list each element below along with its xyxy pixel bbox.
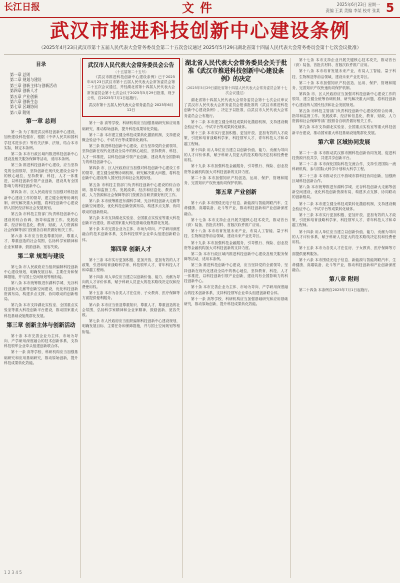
article-text: 第五条 市科技主管部门负责科技创新中心建设的综合协调、指导和监督工作。发展改革、经济和信息化、教育、财政、人力资源和社会保障等部门按照各自职责做好相关工作。 [4, 212, 78, 232]
announcement-text: 《武汉市推进科技创新中心建设条例》已于2025年4月23日武汉市第十五届人民代表大会常务委员会第二十五次会议通过，并经湖北省第十四届人民代表大会常务委员会第十七次会议于2025年5月29日批准，现予公布，自2025年7月1日起施行。 [87, 75, 175, 100]
toc-item: 第四章 创新人才 [10, 88, 38, 94]
article-text: 第六条 本市应当营造尊重知识、尊重人才、尊重创造的社会氛围，弘扬科学家精神和企业家精神，鼓励创新、宽容失败。 [82, 302, 180, 317]
toc-item: 第一章 总则 [10, 72, 31, 77]
article-text: 第十二条 本市建立健全科技成果转化激励机制，支持建设概念验证中心、中试平台等成果转化载体。 [292, 201, 396, 211]
headline-subtitle: （2025年4月23日武汉市第十五届人民代表大会常务委员会第二十五次会议通过 2025年5月29日湖北省第十四届人民代表大会常务委员会第十七次会议批准） [38, 46, 362, 51]
article-text: 第四条 市、区人民政府应当加强对科技创新中心建设工作的领导，建立健全统筹协调机制，研究解决重大问题，将科技创新中心建设纳入国民经济和社会发展规划。 [4, 190, 78, 211]
chapter-heading: 第二章 规划与建设 [17, 253, 65, 260]
article-text: 第六条 本市应当营造尊重知识、尊重人才、尊重创造的社会氛围，弘扬科学家精神和企业家精神，鼓励创新、宽容失败。 [4, 234, 78, 249]
announcement-number: （十五届第二十五号） [113, 70, 149, 74]
decision-text: 湖北省第十四届人民代表大会常务委员会第十七次会议审议了武汉市人民代表大会常务委员会报请批准的《武汉市推进科技创新中心建设条例》，决定予以批准，由武汉市人民代表大会常务委员会公布施行。 [184, 98, 288, 118]
article-text: 第十条 本市完善企业为主体、市场为导向、产学研用深度融合的技术创新体系，支持科技领军企业牵头组建创新联合体。 [82, 227, 180, 242]
article-text: 第五条 市科技主管部门负责科技创新中心建设的综合协调、指导和监督工作。发展改革、经济和信息化、教育、财政、人力资源和社会保障等部门按照各自职责做好相关工作。 [292, 108, 396, 124]
article-text: 第二条 本市行政区域内推进科技创新中心建设及相关服务保障等活动，适用本条例。 [184, 252, 288, 262]
decision-subtitle: （2025年5月29日湖北省第十四届人民代表大会常务委员会第十七次会议通过） [184, 86, 288, 95]
column-4 [292, 58, 396, 578]
article-text: 第八条 本市统筹推进东湖科学城、光谷科技创新大走廊等创新空间建设，优化科技创新资源布局，构建多点支撑、协同联动的创新格局。 [292, 185, 396, 200]
masthead [0, 0, 400, 18]
article-text: 第三条 推进科技创新中心建设，应当坚持党的全面领导，坚持创新在现代化建设全局中的核心地位，坚持教育、科技、人才一体推进，以科技创新引领产业创新，建设具有全国影响力的科技创新中心。 [184, 263, 288, 284]
article-text: 第十三条 本市实行更加积极、更加开放、更加有效的人才政策，引进和培育战略科学家、科技领军人才、青年科技人才和卓越工程师。 [292, 213, 396, 228]
column-2 [82, 58, 180, 578]
column-1 [4, 58, 78, 578]
page-number: 5 [385, 1, 395, 15]
issue-date: 2025年6月23日 星期一 [336, 2, 380, 7]
divider-rule [4, 54, 396, 55]
article-text: 第十九条 本市加强科技金融服务，引导银行、保险、创业投资等金融机构加大对科技创新的支持力度。 [184, 240, 288, 250]
toc-item: 第三章 创新主体与创新活动 [10, 82, 57, 88]
article-text: 第四条 市、区人民政府应当加强对科技创新中心建设工作的领导，建立健全统筹协调机制，研究解决重大问题，将科技创新中心建设纳入国民经济和社会发展规划。 [292, 92, 396, 107]
article-text: 第十五条 本市为各类人才在住房、子女教育、医疗保障等方面提供便利服务。 [292, 246, 396, 256]
editor-credits: 责编 王某 美编 李某 校对 张某 [325, 8, 380, 13]
article-text: 第七条 市人民政府应当组织编制科技创新中心建设规划，明确发展目标、主要任务和保障措施，并与国土空间规划等相衔接。 [4, 264, 78, 280]
article-text: 第十一条 高等学校、科研机构应当加强基础研究和应用基础研究，推动原始创新，提升科技成果转化效能。 [184, 296, 288, 306]
article-text: 第十二条 本市建立健全科技成果转化激励机制，支持建设概念验证中心、中试平台等成果转化载体。 [82, 132, 180, 143]
article-text: 第二十条 本市加强知识产权创造、运用、保护、管理和服务，完善知识产权快速协同保护机制。 [184, 175, 288, 186]
column-separator [290, 58, 291, 578]
chapter-heading: 第六章 区域协同发展 [317, 139, 371, 146]
article-text: 第十七条 本市支持企业开展关键核心技术攻关，推动首台（套）装备、首批次材料、首版次软件推广应用。 [184, 217, 288, 228]
article-text: 第八条 本市统筹推进东湖科学城、光谷科技创新大走廊等创新空间建设，优化科技创新资源布局，构建多点支撑、协同联动的创新格局。 [4, 281, 78, 301]
column-3 [184, 58, 288, 578]
toc-item: 第七章 区域协同 [10, 104, 38, 110]
column-separator [80, 58, 81, 578]
article-text: 第十四条 用人单位应当建立以创新价值、能力、贡献为导向的人才评价体系，赋予科研人员更大的技术路线决定权和经费使用权。 [292, 229, 396, 245]
toc-item: 第六章 创新生态 [10, 99, 38, 105]
article-text: 第三条 推进科技创新中心建设，应当坚持党的全面领导，坚持创新在现代化建设全局中的核心地位，坚持教育、科技、人才一体推进，以科技创新引领产业创新，建设具有全国影响力的科技创新中心。 [82, 144, 180, 164]
section-title: 文件 [181, 1, 218, 15]
article-text: 第十七条 本市支持企业开展关键核心技术攻关，推动首台（套）装备、首批次材料、首版次软件推广应用。 [292, 58, 396, 68]
chapter-heading: 第一章 总则 [26, 119, 56, 126]
article-text: 第七条 市人民政府应当组织编制科技创新中心建设规划，明确发展目标、主要任务和保障措施，并与国土空间规划等相衔接。 [82, 319, 180, 334]
article-text: 第八条 本市统筹推进东湖科学城、光谷科技创新大走廊等创新空间建设，优化科技创新资源布局，构建多点支撑、协同联动的创新格局。 [82, 199, 180, 214]
article-text: 第九条 本市支持湖北实验室、全国重点实验室等重大科技创新平台建设，推动国家重大科技基础设施集群化发展。 [4, 303, 78, 318]
column-separator [182, 58, 183, 578]
article-text: 第十三条 本市实行更加积极、更加开放、更加有效的人才政策，引进和培育战略科学家、科技领军人才、青年科技人才和卓越工程师。 [82, 257, 180, 273]
announcement-title: 武汉市人民代表大会常务委员会公告 [87, 63, 175, 69]
toc-item: 第八章 附则 [10, 109, 31, 115]
article-text: 第十八条 本市培育发展未来产业，布局人工智能、量子科技、生物制造等前沿领域，建设未来产业先导区。 [292, 69, 396, 79]
chapter-heading: 第八章 附则 [329, 277, 359, 284]
article-text: 第十八条 本市培育发展未来产业，布局人工智能、量子科技、生物制造等前沿领域，建设未来产业先导区。 [184, 229, 288, 239]
article-text: 第十一条 高等学校、科研机构应当加强基础研究和应用基础研究，推动原始创新，提升科技成果转化效能。 [82, 121, 180, 131]
article-text: 第九条 本市支持湖北实验室、全国重点实验室等重大科技创新平台建设，推动国家重大科技基础设施集群化发展。 [82, 215, 180, 226]
toc-title: 目录 [35, 62, 46, 68]
article-text: 第十六条 本市围绕光电子信息、新能源与智能网联汽车、生命健康、高端装备、北斗等产业，推动科技创新和产业创新深度融合。 [292, 257, 396, 273]
article-text: 第三条 推进科技创新中心建设，应当坚持党的全面领导，坚持创新在现代化建设全局中的核心地位，坚持教育、科技、人才一体推进，以科技创新引领产业创新，建设具有全国影响力的科技创新中心。 [4, 163, 78, 189]
announcement-signature: 武汉市第十五届人民代表大会常务委员会 2025年6月12日 [88, 103, 174, 113]
toc-item: 第二章 规划与建设 [10, 77, 42, 83]
article-text: 第十二条 本市建立健全科技成果转化激励机制，支持建设概念验证中心、中试平台等成果转化载体。 [184, 119, 288, 130]
article-text: 第十六条 本市围绕光电子信息、新能源与智能网联汽车、生命健康、高端装备、北斗等产业，推动科技创新和产业创新深度融合。 [184, 201, 288, 216]
newspaper-logo: 长江日报 [4, 3, 41, 13]
article-text: 第十一条 高等学校、科研机构应当加强基础研究和应用基础研究，推动原始创新，提升科技成果转化效能。 [4, 350, 78, 365]
article-text: 第十四条 用人单位应当建立以创新价值、能力、贡献为导向的人才评价体系，赋予科研人员更大的技术路线决定权和经费使用权。 [82, 274, 180, 289]
article-text: 第四条 市、区人民政府应当加强对科技创新中心建设工作的领导，建立健全统筹协调机制，研究解决重大问题，将科技创新中心建设纳入国民经济和社会发展规划。 [82, 166, 180, 181]
page-headline: 武汉市推进科技创新中心建设条例 [49, 20, 350, 42]
article-text: 第二条 本市行政区域内推进科技创新中心建设及相关服务保障等活动，适用本条例。 [4, 152, 78, 162]
chapter-heading: 第三章 创新主体与创新活动 [6, 322, 76, 329]
article-text: 第十四条 用人单位应当建立以创新价值、能力、贡献为导向的人才评价体系，赋予科研人员更大的技术路线决定权和经费使用权。 [184, 147, 288, 163]
article-text: 第十条 本市完善企业为主体、市场为导向、产学研用深度融合的技术创新体系，支持科技领军企业牵头组建创新联合体。 [4, 333, 78, 349]
article-text: 第二十四条 本条例自2025年7月1日起施行。 [299, 288, 372, 293]
article-text: 第二十二条 本市深化国际科技交流合作，支持引进国际一流科研机构，参与国际大科学计划和大科学工程。 [292, 162, 396, 172]
article-text: 第二十一条 本市推动武汉都市圈科技创新协同发展，促进科技资源开放共享，共建共享创新平台。 [292, 150, 396, 161]
article-text: 第十条 本市完善企业为主体、市场为导向、产学研用深度融合的技术创新体系，支持科技领军企业牵头组建创新联合体。 [184, 285, 288, 295]
article-text: 第二十条 本市加强知识产权创造、运用、保护、管理和服务，完善知识产权快速协同保护机制。 [292, 80, 396, 91]
article-text: 第一条 为了推进武汉科技创新中心建设，加快建设科技强市，根据《中华人民共和国科学技术进步法》等有关法律、法规，结合本市实际，制定本条例。 [4, 130, 78, 150]
article-text: 第九条 本市支持湖北实验室、全国重点实验室等重大科技创新平台建设，推动国家重大科技基础设施集群化发展。 [292, 125, 396, 135]
article-text: 第五条 市科技主管部门负责科技创新中心建设的综合协调、指导和监督工作。发展改革、经济和信息化、教育、财政、人力资源和社会保障等部门按照各自职责做好相关工作。 [82, 182, 180, 198]
article-text: 第二十三条 本市推动长江中游城市群科技协同创新，加强跨区域科技创新合作。 [292, 173, 396, 183]
footer-tag: 1 2 3 4 5 [4, 570, 22, 575]
article-text: 第十九条 本市加强科技金融服务，引导银行、保险、创业投资等金融机构加大对科技创新的支持力度。 [184, 164, 288, 174]
decision-title: 湖北省人民代表大会常务委员会关于批准《武汉市推进科技创新中心建设条例》的决定 [184, 60, 287, 83]
article-text: 第十五条 本市为各类人才在住房、子女教育、医疗保障等方面提供便利服务。 [82, 291, 180, 301]
chapter-heading: 第四章 创新人才 [110, 246, 152, 253]
announcement-box [82, 58, 180, 117]
article-text: 第十三条 本市实行更加积极、更加开放、更加有效的人才政策，引进和培育战略科学家、科技领军人才、青年科技人才和卓越工程师。 [184, 131, 288, 146]
chapter-heading: 第五章 产业创新 [215, 190, 257, 197]
toc-item: 第五章 产业创新 [10, 93, 38, 99]
